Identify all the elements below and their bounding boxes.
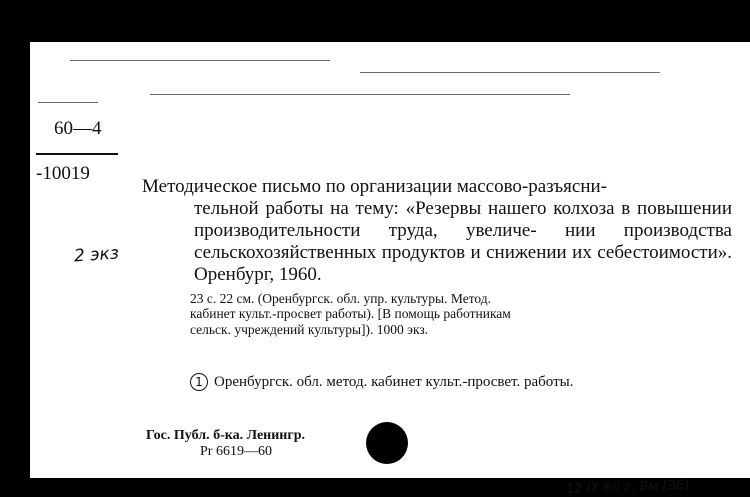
call-number-bottom: -10019: [36, 163, 90, 184]
entry-title-rest: тельной работы на тему: «Резервы нашего колхоза в повышении производительности труда, увеличе- нии производства сельскохозяйственных продуктов и снижении их себестоимости». Оренбург, 1960.: [194, 198, 732, 285]
handwritten-note: 2 экз: [73, 243, 120, 267]
collation-line-2: кабинет культ.-просвет работы). [В помощь работникам: [190, 306, 511, 321]
tracing-number: 1: [190, 373, 208, 391]
tracing-text: Оренбургск. обл. метод. кабинет культ.-просвет. работы.: [214, 374, 574, 390]
collation-line-1: 23 с. 22 см. (Оренбургск. обл. упр. культуры. Метод.: [190, 291, 492, 306]
holding-library: Гос. Публ. б-ка. Ленингр.: [146, 428, 306, 443]
entry-title-line-1: Методическое письмо по организации массово-разъясни-: [142, 176, 608, 197]
catalog-card: [30, 42, 750, 497]
call-number-divider: [36, 153, 118, 155]
punch-hole: [366, 422, 408, 464]
collation-line-3: сельск. учреждений культуры]). 1000 экз.: [190, 322, 429, 337]
call-number-top: 60—4: [54, 118, 102, 139]
holding-shelfmark: Pr 6619—60: [200, 444, 272, 459]
handwritten-stamp: 12 IX 60 г. Вм [ЭЕ]: [565, 477, 690, 497]
bibliographic-entry: [142, 176, 732, 286]
tracing-entry: [190, 373, 573, 391]
